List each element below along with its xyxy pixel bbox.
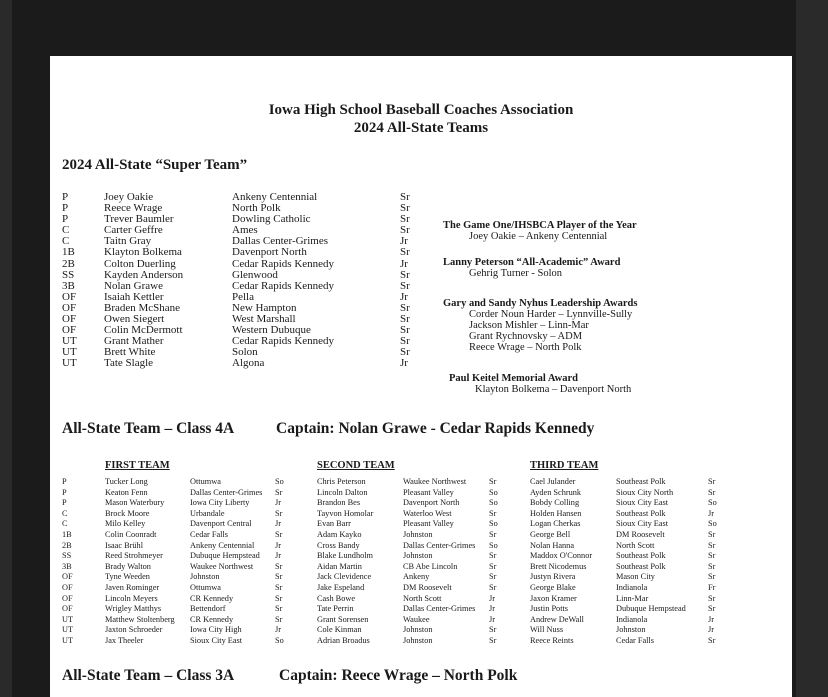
player-name: Trever Baumler <box>104 213 174 226</box>
player-name: Jaxon Kramer <box>530 593 577 603</box>
player-school: Western Dubuque <box>232 324 311 337</box>
photo-frame-right <box>796 0 828 697</box>
player-school: Pleasant Valley <box>403 487 454 497</box>
super-team-heading: 2024 All-State “Super Team” <box>62 157 248 173</box>
player-name: Jake Espeland <box>317 582 365 592</box>
player-position: P <box>62 191 69 203</box>
player-year: Jr <box>708 614 714 624</box>
player-year: Sr <box>400 202 410 215</box>
third-team-heading: THIRD TEAM <box>530 460 599 471</box>
player-school: Davenport North <box>232 246 307 259</box>
award-title: Paul Keitel Memorial Award <box>449 373 578 384</box>
player-name: Milo Kelley <box>105 519 146 529</box>
player-name: Brady Walton <box>105 561 151 571</box>
player-year: Sr <box>708 561 716 571</box>
player-school: Linn-Mar <box>616 593 649 603</box>
player-position: OF <box>62 301 77 314</box>
player-name: Jax Theeler <box>105 635 144 645</box>
player-name: Maddox O'Connor <box>530 551 593 561</box>
award-title: Lanny Peterson “All-Academic” Award <box>443 257 621 268</box>
player-school: Waukee Northwest <box>190 561 254 571</box>
player-position: 1B <box>62 246 75 259</box>
player-name: Justin Potts <box>530 604 569 614</box>
player-school: Dallas Center-Grimes <box>190 487 263 497</box>
player-school: Johnston <box>403 529 433 539</box>
player-year: Sr <box>708 572 716 582</box>
player-year: Jr <box>275 498 281 508</box>
player-year: Sr <box>275 529 283 539</box>
player-position: C <box>62 235 70 248</box>
player-school: Southeast Polk <box>616 477 666 486</box>
player-name: Adrian Broadus <box>317 635 370 645</box>
player-name: Klayton Bolkema <box>104 246 182 259</box>
player-name: Tate Perrin <box>317 604 354 614</box>
player-school: Mason City <box>616 572 655 582</box>
player-year: Jr <box>400 290 408 303</box>
player-school: Dallas Center-Grimes <box>232 235 328 248</box>
player-position: UT <box>62 335 77 348</box>
player-school: Davenport North <box>403 498 460 508</box>
player-year: Sr <box>708 551 716 561</box>
player-name: Carter Geffre <box>104 224 163 237</box>
player-name: Ayden Schrunk <box>530 487 582 497</box>
player-name: Holden Hansen <box>530 508 582 518</box>
player-school: Sioux City North <box>616 487 674 497</box>
player-school: Dubuque Hempstead <box>190 551 260 561</box>
player-year: Sr <box>400 246 410 259</box>
position-label: UT <box>62 635 74 645</box>
position-label: P <box>62 477 67 486</box>
player-name: Nolan Hanna <box>530 540 575 550</box>
player-school: Cedar Falls <box>190 529 229 539</box>
player-year: Sr <box>275 561 283 571</box>
player-school: Cedar Rapids Kennedy <box>232 335 335 348</box>
player-year: Sr <box>489 561 497 571</box>
player-year: Sr <box>275 582 283 592</box>
award-title: The Game One/IHSBCA Player of the Year <box>443 220 637 231</box>
award-recipient: Klayton Bolkema – Davenport North <box>475 384 632 395</box>
player-year: Sr <box>400 313 410 326</box>
player-year: Sr <box>275 604 283 614</box>
player-school: Iowa City High <box>190 625 242 635</box>
player-year: Sr <box>400 213 410 226</box>
player-name: Mason Waterbury <box>105 498 165 508</box>
player-school: Bettendorf <box>190 604 226 614</box>
player-name: Reece Wrage <box>104 202 163 215</box>
player-name: Wrigley Matthys <box>105 604 162 614</box>
player-year: Jr <box>275 540 281 550</box>
awards-section <box>443 220 783 395</box>
player-position: P <box>62 213 69 226</box>
player-year: So <box>708 498 717 508</box>
player-name: Cash Bowe <box>317 593 356 603</box>
player-school: Ankeny Centennial <box>232 191 318 203</box>
player-name: Adam Kayko <box>317 529 362 539</box>
player-name: Cael Julander <box>530 477 576 486</box>
player-name: Taitn Gray <box>104 235 152 248</box>
player-school: Glenwood <box>232 268 278 281</box>
player-name: Reed Strohmeyer <box>105 551 163 561</box>
player-school: North Polk <box>232 202 281 215</box>
player-name: Cross Bandy <box>317 540 360 550</box>
player-name: Colton Duerling <box>104 257 176 270</box>
player-name: Cole Kinman <box>317 625 362 635</box>
player-position: C <box>62 224 70 237</box>
player-school: Davenport Central <box>190 519 252 529</box>
player-name: Evan Barr <box>317 519 351 529</box>
player-name: Isaac Brühl <box>105 540 144 550</box>
player-year: Jr <box>489 614 495 624</box>
award-recipient: Corder Noun Harder – Lynnville-Sully <box>469 309 633 320</box>
player-year: Jr <box>489 604 495 614</box>
player-year: Sr <box>400 191 410 203</box>
player-year: Jr <box>708 625 714 635</box>
player-name: Matthew Stoltenberg <box>105 614 175 624</box>
player-school: Solon <box>232 346 258 359</box>
player-school: Dallas Center-Grimes <box>403 604 476 614</box>
player-year: Sr <box>708 487 716 497</box>
player-school: Pleasant Valley <box>403 519 454 529</box>
player-school: Cedar Falls <box>616 635 655 645</box>
player-name: Colin McDermott <box>104 324 183 337</box>
player-name: Tate Slagle <box>104 357 154 370</box>
position-label: UT <box>62 614 74 624</box>
player-year: Sr <box>275 572 283 582</box>
player-school: Sioux City East <box>616 498 669 508</box>
player-year: Sr <box>489 625 497 635</box>
player-name: Jaxton Schroeder <box>105 625 163 635</box>
position-label: SS <box>62 551 72 561</box>
player-year: Sr <box>275 593 283 603</box>
player-name: Logan Cherkas <box>530 519 581 529</box>
player-school: North Scott <box>403 593 442 603</box>
player-year: Sr <box>400 346 410 359</box>
player-year: Sr <box>708 477 716 486</box>
player-school: Dubuque Hempstead <box>616 604 686 614</box>
player-school: Sioux City East <box>190 635 243 645</box>
player-school: Cedar Rapids Kennedy <box>232 257 335 270</box>
player-name: Joey Oakie <box>104 191 154 203</box>
player-school: Waukee <box>403 614 430 624</box>
position-label: C <box>62 519 68 529</box>
player-year: So <box>489 519 498 529</box>
player-school: West Marshall <box>232 313 296 326</box>
player-school: Waukee Northwest <box>403 477 467 486</box>
player-name: Keaton Fenn <box>105 487 148 497</box>
player-position: OF <box>62 290 77 303</box>
player-year: Sr <box>275 614 283 624</box>
player-year: Sr <box>708 593 716 603</box>
player-name: Reece Reints <box>530 635 574 645</box>
position-label: OF <box>62 604 73 614</box>
player-position: P <box>62 202 69 215</box>
player-school: New Hampton <box>232 301 297 314</box>
player-year: Sr <box>489 635 497 645</box>
player-name: Grant Mather <box>104 335 164 348</box>
player-name: Isaiah Kettler <box>104 290 164 303</box>
player-name: Kayden Anderson <box>104 268 184 281</box>
player-name: Blake Lundholm <box>317 551 373 561</box>
player-year: Sr <box>400 224 410 237</box>
class3a-captain: Captain: Reece Wrage – North Polk <box>279 667 518 684</box>
document-page <box>50 56 792 697</box>
player-school: Dallas Center-Grimes <box>403 540 476 550</box>
player-position: 2B <box>62 257 75 270</box>
player-name: Tayvon Homolar <box>317 508 374 518</box>
position-label: 1B <box>62 529 72 539</box>
player-school: Johnston <box>403 551 433 561</box>
player-name: Will Nuss <box>530 625 564 635</box>
player-year: So <box>275 635 284 645</box>
player-name: Aidan Martin <box>317 561 362 571</box>
player-school: Johnston <box>190 572 220 582</box>
player-year: Jr <box>489 593 495 603</box>
player-school: Sioux City East <box>616 519 669 529</box>
player-year: So <box>708 519 717 529</box>
player-year: So <box>489 540 498 550</box>
player-school: Johnston <box>403 625 433 635</box>
player-name: Brett White <box>104 346 156 359</box>
position-label: P <box>62 498 67 508</box>
player-name: Colin Coonradt <box>105 529 157 539</box>
player-school: Ankeny Centennial <box>190 540 255 550</box>
player-year: Sr <box>708 604 716 614</box>
player-school: CR Kennedy <box>190 593 234 603</box>
player-year: Sr <box>275 508 283 518</box>
player-name: Grant Sorensen <box>317 614 369 624</box>
player-year: Jr <box>275 625 281 635</box>
player-year: Sr <box>400 324 410 337</box>
player-year: Jr <box>400 235 408 248</box>
player-name: Brandon Bes <box>317 498 361 508</box>
player-year: So <box>275 477 284 486</box>
player-year: Jr <box>275 551 281 561</box>
player-name: Justyn Rivera <box>530 572 576 582</box>
player-year: Jr <box>400 257 408 270</box>
document-subtitle: 2024 All-State Teams <box>353 120 489 136</box>
player-name: Chris Peterson <box>317 477 366 486</box>
player-year: Sr <box>489 582 497 592</box>
position-label: C <box>62 508 68 518</box>
award-block <box>443 298 783 353</box>
position-label: 3B <box>62 561 72 571</box>
player-name: Braden McShane <box>104 301 181 314</box>
player-position: SS <box>62 268 75 281</box>
player-year: Fr <box>708 582 716 592</box>
award-title: Gary and Sandy Nyhus Leadership Awards <box>443 298 638 309</box>
player-school: Southeast Polk <box>616 508 666 518</box>
player-school: DM Roosevelt <box>403 582 452 592</box>
player-name: Owen Siegert <box>104 313 165 326</box>
position-label: UT <box>62 625 74 635</box>
player-school: Ames <box>232 224 258 237</box>
player-school: Indianola <box>616 614 648 624</box>
player-year: Jr <box>708 508 714 518</box>
position-label: P <box>62 487 67 497</box>
player-school: North Scott <box>616 540 655 550</box>
position-label: 2B <box>62 540 72 550</box>
player-year: Sr <box>708 540 716 550</box>
award-recipient: Grant Rychnovsky – ADM <box>469 331 583 342</box>
document-title: Iowa High School Baseball Coaches Association <box>268 102 574 118</box>
player-position: OF <box>62 313 77 326</box>
player-school: Ankeny <box>403 572 430 582</box>
position-label: OF <box>62 582 73 592</box>
player-school: Iowa City Liberty <box>190 498 250 508</box>
award-block <box>443 373 783 395</box>
player-year: Sr <box>489 572 497 582</box>
player-year: Sr <box>400 279 410 292</box>
class4a-heading: All-State Team – Class 4A <box>62 420 235 437</box>
class3a-heading: All-State Team – Class 3A <box>62 667 235 684</box>
award-block <box>443 257 783 279</box>
player-school: Southeast Polk <box>616 551 666 561</box>
player-school: DM Roosevelt <box>616 529 665 539</box>
player-year: Sr <box>400 268 410 281</box>
player-name: Andrew DeWall <box>530 614 584 624</box>
player-name: Tyne Weeden <box>105 572 150 582</box>
player-name: Brock Moore <box>105 508 150 518</box>
player-year: Sr <box>400 301 410 314</box>
player-position: 3B <box>62 279 75 292</box>
player-year: Sr <box>708 529 716 539</box>
player-year: Sr <box>489 477 497 486</box>
player-name: George Blake <box>530 582 576 592</box>
second-team-heading: SECOND TEAM <box>317 460 395 471</box>
player-year: Sr <box>275 487 283 497</box>
player-school: Pella <box>232 290 254 303</box>
player-year: Sr <box>489 529 497 539</box>
player-school: Johnston <box>403 635 433 645</box>
position-label: OF <box>62 593 73 603</box>
player-year: Sr <box>489 508 497 518</box>
player-year: So <box>489 487 498 497</box>
player-school: Ottumwa <box>190 582 221 592</box>
player-year: Sr <box>400 335 410 348</box>
player-name: George Bell <box>530 529 571 539</box>
award-recipient: Jackson Mishler – Linn-Mar <box>469 320 589 331</box>
player-name: Brett Nicodemus <box>530 561 587 571</box>
player-position: OF <box>62 324 77 337</box>
player-name: Lincoln Dalton <box>317 487 368 497</box>
player-position: UT <box>62 346 77 359</box>
player-school: Dowling Catholic <box>232 213 311 226</box>
player-year: So <box>489 498 498 508</box>
player-name: Nolan Grawe <box>104 279 163 292</box>
first-team-heading: FIRST TEAM <box>105 460 170 471</box>
player-name: Jack Clevidence <box>317 572 372 582</box>
player-position: UT <box>62 357 77 370</box>
player-name: Javen Rominger <box>105 582 160 592</box>
player-school: Waterloo West <box>403 508 452 518</box>
player-school: Urbandale <box>190 508 225 518</box>
player-school: Southeast Polk <box>616 561 666 571</box>
award-block <box>443 220 783 242</box>
award-recipient: Gehrig Turner - Solon <box>469 268 563 279</box>
award-recipient: Reece Wrage – North Polk <box>469 342 582 353</box>
player-year: Sr <box>708 635 716 645</box>
class4a-captain: Captain: Nolan Grawe - Cedar Rapids Kennedy <box>276 420 595 437</box>
player-year: Sr <box>489 551 497 561</box>
player-school: CB Abe Lincoln <box>403 561 458 571</box>
player-year: Jr <box>400 357 408 370</box>
player-school: Cedar Rapids Kennedy <box>232 279 335 292</box>
photo-frame-left <box>0 0 12 697</box>
player-name: Tucker Long <box>105 477 148 486</box>
player-name: Lincoln Meyers <box>105 593 158 603</box>
player-school: Ottumwa <box>190 477 221 486</box>
player-school: Johnston <box>616 625 646 635</box>
award-recipient: Joey Oakie – Ankeny Centennial <box>469 231 608 242</box>
player-school: Indianola <box>616 582 648 592</box>
position-label: OF <box>62 572 73 582</box>
player-year: Jr <box>275 519 281 529</box>
player-school: CR Kennedy <box>190 614 234 624</box>
player-school: Algona <box>232 357 265 370</box>
player-name: Bobdy Colling <box>530 498 580 508</box>
